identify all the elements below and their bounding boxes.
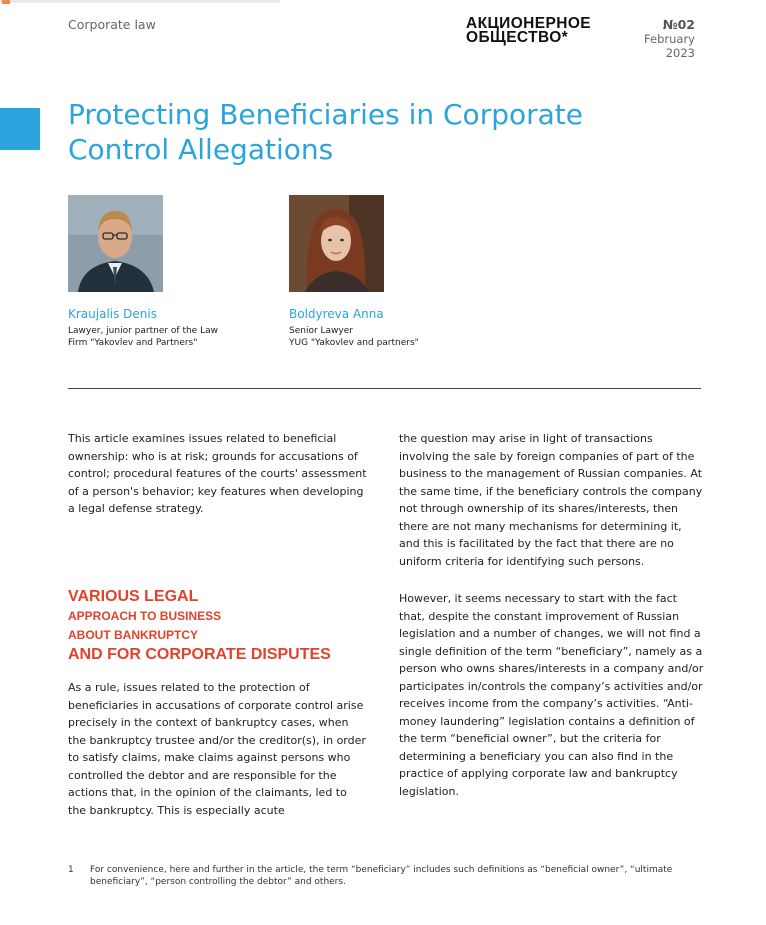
footnote-text: For convenience, here and further in the article, the term “beneficiary” includes such definitions as “beneficial owner”, “ultimate beneficiary”, “person controlling the debtor” and others. <box>90 865 673 887</box>
author-role-1-line-2: Firm "Yakovlev and Partners" <box>68 338 198 348</box>
issue-number: №02 <box>662 17 695 32</box>
footnote-number: 1 <box>68 865 74 875</box>
issue-date: February 2023 <box>644 32 695 60</box>
heading-line-4: AND FOR CORPORATE DISPUTES <box>68 646 331 663</box>
body-paragraph-col1: As a rule, issues related to the protection of beneficiaries in accusations of corporate control arise precisely in the context of bankruptcy cases, when the bankruptcy trustee and/or the creditor(s), in order to satisfy claims, make claims against persons who controlled the debtor and are responsible for the actions that, in the opinion of the claimants, led to the bankruptcy. This is especially acute <box>68 681 366 817</box>
heading-line-1: VARIOUS LEGAL <box>68 588 199 605</box>
author-role-1-line-1: Lawyer, junior partner of the Law <box>68 326 218 336</box>
logo-line-2: ОБЩЕСТВО* <box>466 29 569 46</box>
section-heading <box>68 587 331 665</box>
article-title: Protecting Beneficiaries in Corporate Control Allegations <box>68 98 583 166</box>
magazine-logo <box>466 17 591 45</box>
body-paragraph-col2-2: However, it seems necessary to start with the fact that, despite the constant improvement of Russian legislation and a number of changes, we will not find a single definition of the term “beneficiary”, namely as a person who owns shares/interests in a company and/or participates in/controls the company’s activities and/or receives income from the company’s activities. “Anti-money laundering” legislation contains a definition of the term “beneficial owner”, but the criteria for determining a beneficiary you can also find in the practice of applying corporate law and bankruptcy legislation. <box>399 592 704 798</box>
author-name-2: Boldyreva Anna <box>289 307 384 321</box>
author-photo-kraujalis <box>68 195 163 292</box>
section-label: Corporate law <box>68 17 156 32</box>
logo-line-1: АКЦИОНЕРНОЕ <box>466 15 592 32</box>
author-photo-boldyreva <box>289 195 384 292</box>
divider <box>68 388 701 389</box>
author-role-1 <box>68 325 248 349</box>
article-abstract: This article examines issues related to beneficial ownership: who is at risk; grounds for accusations of control; procedural features of the courts' assessment of a person's behavior; key features when developing a legal defense strategy. <box>68 432 367 515</box>
body-paragraph-col2-1: the question may arise in light of transactions involving the sale by foreign companies of part of the business to the management of Russian companies. At the same time, if the beneficiary controls the company not through ownership of its shares/interests, then there are not many mechanisms for determining it, and this is facilitated by the fact that there are no uniform criteria for identifying such persons. <box>399 432 703 568</box>
issue-info <box>614 17 695 60</box>
top-strip <box>0 0 280 3</box>
author-name-1: Kraujalis Denis <box>68 307 157 321</box>
corner-mark <box>2 0 10 4</box>
author-role-2-line-2: YUG "Yakovlev and partners" <box>289 338 419 348</box>
heading-line-2: APPROACH TO BUSINESS <box>68 609 222 623</box>
author-role-2 <box>289 325 469 349</box>
heading-line-3: ABOUT BANKRUPTCY <box>68 628 198 642</box>
accent-block <box>0 108 40 150</box>
author-role-2-line-1: Senior Lawyer <box>289 326 353 336</box>
